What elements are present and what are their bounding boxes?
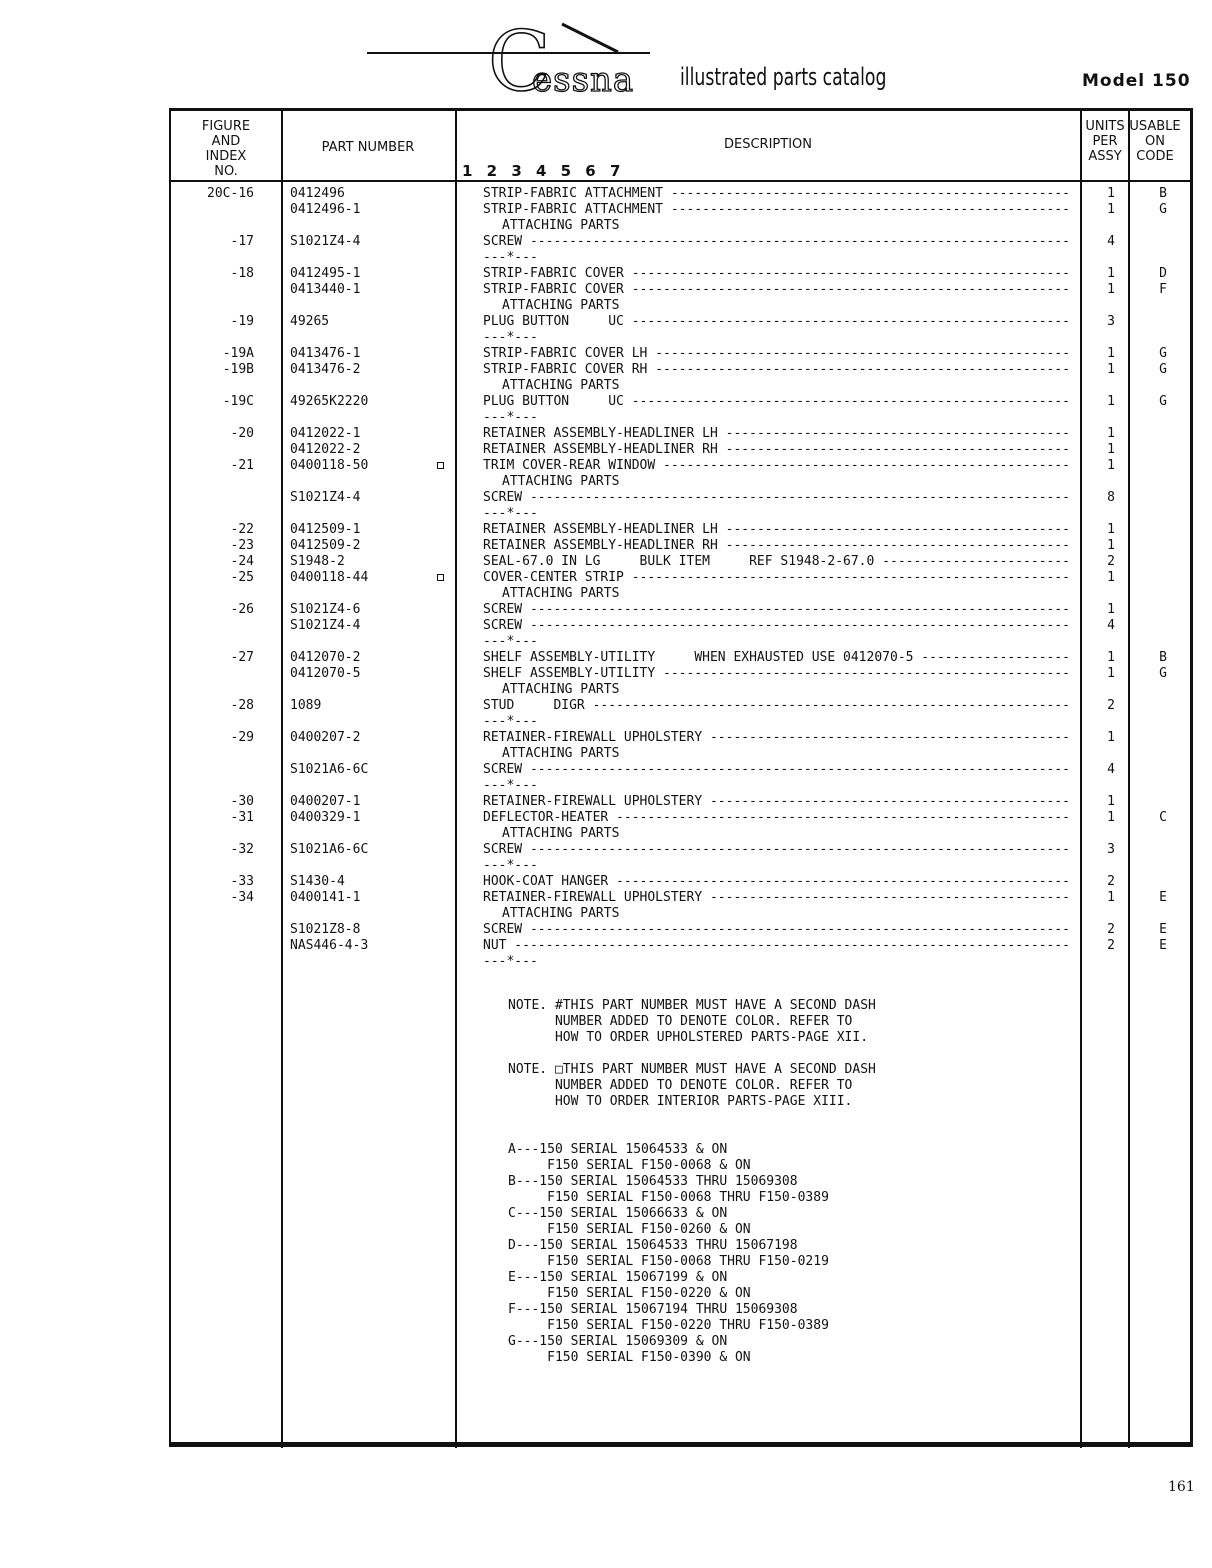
table-row (0, 842, 1212, 858)
units-per-assy: 1 (1107, 362, 1115, 377)
table-row (0, 250, 1212, 266)
table-row (0, 330, 1212, 346)
units-per-assy: 1 (1107, 458, 1115, 473)
table-row (0, 826, 1212, 842)
part-description: RETAINER-FIREWALL UPHOLSTERY ----- (483, 794, 1069, 810)
part-description: ---*--- (483, 858, 538, 873)
table-row (0, 954, 1212, 970)
part-description: STRIP-FABRIC ATTACHMENT ----- (483, 202, 1069, 218)
figure-index: -19 (230, 314, 254, 329)
table-row (0, 778, 1212, 794)
table-row (0, 650, 1212, 666)
units-per-assy: 2 (1107, 698, 1115, 713)
part-number: 1089 (290, 698, 322, 713)
units-per-assy: 1 (1107, 186, 1115, 201)
units-per-assy: 1 (1107, 266, 1115, 281)
units-per-assy: 1 (1107, 666, 1115, 681)
usable-on-code: E (1159, 922, 1167, 937)
part-description: STRIP-FABRIC COVER ----- (483, 282, 1069, 298)
part-description: SHELF ASSEMBLY-UTILITY WHEN EXHAUSTED USE 0412070-5 ----- (483, 650, 1069, 666)
part-description: ATTACHING PARTS (502, 906, 620, 921)
part-number: 0413440-1 (290, 282, 361, 297)
col-header-description: DESCRIPTION (724, 137, 812, 152)
part-description: SCREW ----- (483, 234, 1069, 250)
figure-index: -18 (230, 266, 254, 281)
table-row (0, 570, 1212, 586)
part-number: NAS446-4-3 (290, 938, 369, 953)
usable-on-code: G (1159, 666, 1167, 681)
table-row (0, 698, 1212, 714)
usable-on-code: E (1159, 938, 1167, 953)
part-number: 0412070-2 (290, 650, 361, 665)
part-number: S1021A6-6C (290, 842, 369, 857)
part-description: DEFLECTOR-HEATER ----- (483, 810, 1069, 826)
usable-on-code: F (1159, 282, 1167, 297)
table-row (0, 474, 1212, 490)
figure-index: -19B (222, 362, 254, 377)
part-description: ATTACHING PARTS (502, 586, 620, 601)
table-row (0, 378, 1212, 394)
part-description: ATTACHING PARTS (502, 298, 620, 313)
part-number: 49265 (290, 314, 330, 329)
part-description: STRIP-FABRIC COVER ----- (483, 266, 1069, 282)
col-header-usable: USABLE ON CODE (1129, 119, 1181, 164)
units-per-assy: 1 (1107, 538, 1115, 553)
part-number: S1021Z4-4 (290, 618, 361, 633)
units-per-assy: 3 (1107, 314, 1115, 329)
part-number: 49265K2220 (290, 394, 369, 409)
units-per-assy: 1 (1107, 394, 1115, 409)
part-description: HOOK-COAT HANGER ----- (483, 874, 1069, 890)
figure-index: -31 (230, 810, 254, 825)
part-number: 0412509-2 (290, 538, 361, 553)
units-per-assy: 3 (1107, 842, 1115, 857)
figure-index: -23 (230, 538, 254, 553)
part-description: PLUG BUTTON UC ----- (483, 394, 1069, 410)
part-description: ---*--- (483, 714, 538, 729)
part-description: SCREW ----- (483, 922, 1069, 938)
table-row (0, 202, 1212, 218)
usable-on-code: B (1159, 186, 1167, 201)
part-description: ATTACHING PARTS (502, 218, 620, 233)
units-per-assy: 1 (1107, 794, 1115, 809)
units-per-assy: 1 (1107, 650, 1115, 665)
figure-index: -22 (230, 522, 254, 537)
figure-index: -29 (230, 730, 254, 745)
table-row (0, 874, 1212, 890)
units-per-assy: 1 (1107, 442, 1115, 457)
table-row (0, 506, 1212, 522)
table-row (0, 442, 1212, 458)
part-number: 0412022-2 (290, 442, 361, 457)
part-number: S1430-4 (290, 874, 345, 889)
part-number: S1948-2 (290, 554, 345, 569)
part-number: S1021Z4-6 (290, 602, 361, 617)
table-row (0, 314, 1212, 330)
figure-index: -32 (230, 842, 254, 857)
part-description: ATTACHING PARTS (502, 682, 620, 697)
part-description: RETAINER-FIREWALL UPHOLSTERY ----- (483, 890, 1069, 906)
indent-level-numbers: 1 2 3 4 5 6 7 (462, 162, 625, 180)
units-per-assy: 1 (1107, 346, 1115, 361)
part-description: SHELF ASSEMBLY-UTILITY ----- (483, 666, 1069, 682)
table-row (0, 810, 1212, 826)
table-row (0, 938, 1212, 954)
units-per-assy: 2 (1107, 922, 1115, 937)
part-description: SCREW ----- (483, 618, 1069, 634)
figure-index: -28 (230, 698, 254, 713)
part-description: RETAINER ASSEMBLY-HEADLINER LH ----- (483, 426, 1069, 442)
part-description: STUD DIGR ----- (483, 698, 1069, 714)
usable-on-code: C (1159, 810, 1167, 825)
part-number: 0412496-1 (290, 202, 361, 217)
table-row (0, 906, 1212, 922)
part-number: S1021Z4-4 (290, 490, 361, 505)
part-number: 0400207-1 (290, 794, 361, 809)
usable-on-code: B (1159, 650, 1167, 665)
figure-index: -34 (230, 890, 254, 905)
part-description: SCREW ----- (483, 762, 1069, 778)
figure-index: -24 (230, 554, 254, 569)
figure-index: -25 (230, 570, 254, 585)
table-row (0, 282, 1212, 298)
part-description: ---*--- (483, 410, 538, 425)
units-per-assy: 1 (1107, 522, 1115, 537)
figure-index: 20C-16 (207, 186, 254, 201)
table-row (0, 234, 1212, 250)
table-row (0, 426, 1212, 442)
part-description: PLUG BUTTON UC ----- (483, 314, 1069, 330)
part-description: SEAL-67.0 IN LG BULK ITEM REF S1948-2-67.0 ----- (483, 554, 1069, 570)
units-per-assy: 1 (1107, 570, 1115, 585)
part-description: STRIP-FABRIC ATTACHMENT ----- (483, 186, 1069, 202)
table-row (0, 362, 1212, 378)
usable-on-code: D (1159, 266, 1167, 281)
table-row (0, 922, 1212, 938)
table-row (0, 666, 1212, 682)
table-row (0, 458, 1212, 474)
table-row (0, 218, 1212, 234)
note-interior: NOTE. □THIS PART NUMBER MUST HAVE A SECOND DASH NUMBER ADDED TO DENOTE COLOR. REFER TO HOW TO ORDER INTERIOR PARTS-PAGE XIII. (508, 1062, 876, 1109)
note-upholstered: NOTE. #THIS PART NUMBER MUST HAVE A SECOND DASH NUMBER ADDED TO DENOTE COLOR. REFER TO HOW TO ORDER UPHOLSTERED PARTS-PAGE XII. (508, 998, 876, 1045)
table-row (0, 794, 1212, 810)
units-per-assy: 2 (1107, 874, 1115, 889)
part-number: 0412509-1 (290, 522, 361, 537)
table-row (0, 554, 1212, 570)
units-per-assy: 2 (1107, 938, 1115, 953)
units-per-assy: 4 (1107, 762, 1115, 777)
table-row (0, 858, 1212, 874)
figure-index: -21 (230, 458, 254, 473)
part-description: ATTACHING PARTS (502, 474, 620, 489)
units-per-assy: 1 (1107, 282, 1115, 297)
table-row (0, 730, 1212, 746)
table-row (0, 186, 1212, 202)
usable-on-code: G (1159, 362, 1167, 377)
part-number: S1021A6-6C (290, 762, 369, 777)
table-row (0, 586, 1212, 602)
table-row (0, 746, 1212, 762)
model-label: Model 150 (1082, 71, 1191, 91)
table-row (0, 394, 1212, 410)
table-row (0, 762, 1212, 778)
units-per-assy: 8 (1107, 490, 1115, 505)
figure-index: -19C (222, 394, 254, 409)
usable-on-code: E (1159, 890, 1167, 905)
part-number: 0400118-50 (290, 458, 369, 473)
part-description: TRIM COVER-REAR WINDOW ----- (483, 458, 1069, 474)
table-row (0, 682, 1212, 698)
units-per-assy: 1 (1107, 810, 1115, 825)
col-header-part-number: PART NUMBER (321, 140, 415, 155)
part-description: SCREW ----- (483, 602, 1069, 618)
figure-index: -27 (230, 650, 254, 665)
units-per-assy: 1 (1107, 202, 1115, 217)
table-row (0, 890, 1212, 906)
effectivity-codes: A---150 SERIAL 15064533 & ON F150 SERIAL F150-0068 & ON B---150 SERIAL 15064533 THRU 15069308 F150 SERIAL F150-0068 THRU F150-0389 C---150 SERIAL 15066633 & ON F150 SERIAL F150-0260 & ON D---150 SERIAL 15064533 THRU 15067198 F150 SERIAL F150-0068 THRU F150-0219 E---150 SERIAL 15067199 & ON F150 SERIAL F150-0220 & ON F---150 SERIAL 15067194 THRU 15069308 F150 SERIAL F150-0220 THRU F150-0389 G---150 SERIAL 15069309 & ON F150 SERIAL F150-0390 & ON (508, 1142, 829, 1365)
table-row (0, 346, 1212, 362)
usable-on-code: G (1159, 346, 1167, 361)
table-row (0, 634, 1212, 650)
table-row (0, 490, 1212, 506)
part-number: 0412496 (290, 186, 345, 201)
table-row (0, 410, 1212, 426)
part-description: NUT ----- (483, 938, 1069, 954)
part-number: 0412070-5 (290, 666, 361, 681)
color-note-square-icon (437, 574, 444, 581)
col-header-units: UNITS PER ASSY (1085, 119, 1125, 164)
part-description: STRIP-FABRIC COVER RH ----- (483, 362, 1069, 378)
catalog-title: illustrated parts catalog (680, 63, 887, 91)
part-number: 0413476-2 (290, 362, 361, 377)
figure-index: -30 (230, 794, 254, 809)
table-row (0, 714, 1212, 730)
units-per-assy: 2 (1107, 554, 1115, 569)
part-description: RETAINER ASSEMBLY-HEADLINER LH ----- (483, 522, 1069, 538)
units-per-assy: 1 (1107, 890, 1115, 905)
table-row (0, 538, 1212, 554)
table-row (0, 298, 1212, 314)
logo-initial: C (488, 15, 551, 110)
table-row (0, 266, 1212, 282)
part-number: S1021Z8-8 (290, 922, 361, 937)
col-header-figure-index: FIGURE AND INDEX NO. (201, 119, 251, 179)
part-description: COVER-CENTER STRIP ----- (483, 570, 1069, 586)
page-number: 161 (1168, 1479, 1195, 1495)
part-number: 0400118-44 (290, 570, 369, 585)
part-description: SCREW ----- (483, 842, 1069, 858)
figure-index: -26 (230, 602, 254, 617)
part-description: RETAINER ASSEMBLY-HEADLINER RH ----- (483, 442, 1069, 458)
part-number: 0400329-1 (290, 810, 361, 825)
part-description: RETAINER ASSEMBLY-HEADLINER RH ----- (483, 538, 1069, 554)
table-row (0, 618, 1212, 634)
logo-wordmark: essna (532, 60, 635, 100)
part-description: ---*--- (483, 634, 538, 649)
part-description: RETAINER-FIREWALL UPHOLSTERY ----- (483, 730, 1069, 746)
part-number: 0412495-1 (290, 266, 361, 281)
figure-index: -33 (230, 874, 254, 889)
part-description: STRIP-FABRIC COVER LH ----- (483, 346, 1069, 362)
table-row (0, 602, 1212, 618)
part-number: 0400141-1 (290, 890, 361, 905)
part-description: ATTACHING PARTS (502, 746, 620, 761)
part-number: S1021Z4-4 (290, 234, 361, 249)
part-number: 0412022-1 (290, 426, 361, 441)
units-per-assy: 4 (1107, 618, 1115, 633)
usable-on-code: G (1159, 394, 1167, 409)
units-per-assy: 1 (1107, 730, 1115, 745)
part-description: ---*--- (483, 954, 538, 969)
figure-index: -17 (230, 234, 254, 249)
figure-index: -19A (222, 346, 254, 361)
part-description: ATTACHING PARTS (502, 826, 620, 841)
units-per-assy: 4 (1107, 234, 1115, 249)
part-description: ---*--- (483, 330, 538, 345)
part-description: ATTACHING PARTS (502, 378, 620, 393)
part-description: SCREW ----- (483, 490, 1069, 506)
units-per-assy: 1 (1107, 602, 1115, 617)
table-row (0, 522, 1212, 538)
part-description: ---*--- (483, 506, 538, 521)
units-per-assy: 1 (1107, 426, 1115, 441)
part-number: 0400207-2 (290, 730, 361, 745)
figure-index: -20 (230, 426, 254, 441)
part-description: ---*--- (483, 778, 538, 793)
color-note-square-icon (437, 462, 444, 469)
usable-on-code: G (1159, 202, 1167, 217)
part-number: 0413476-1 (290, 346, 361, 361)
part-description: ---*--- (483, 250, 538, 265)
